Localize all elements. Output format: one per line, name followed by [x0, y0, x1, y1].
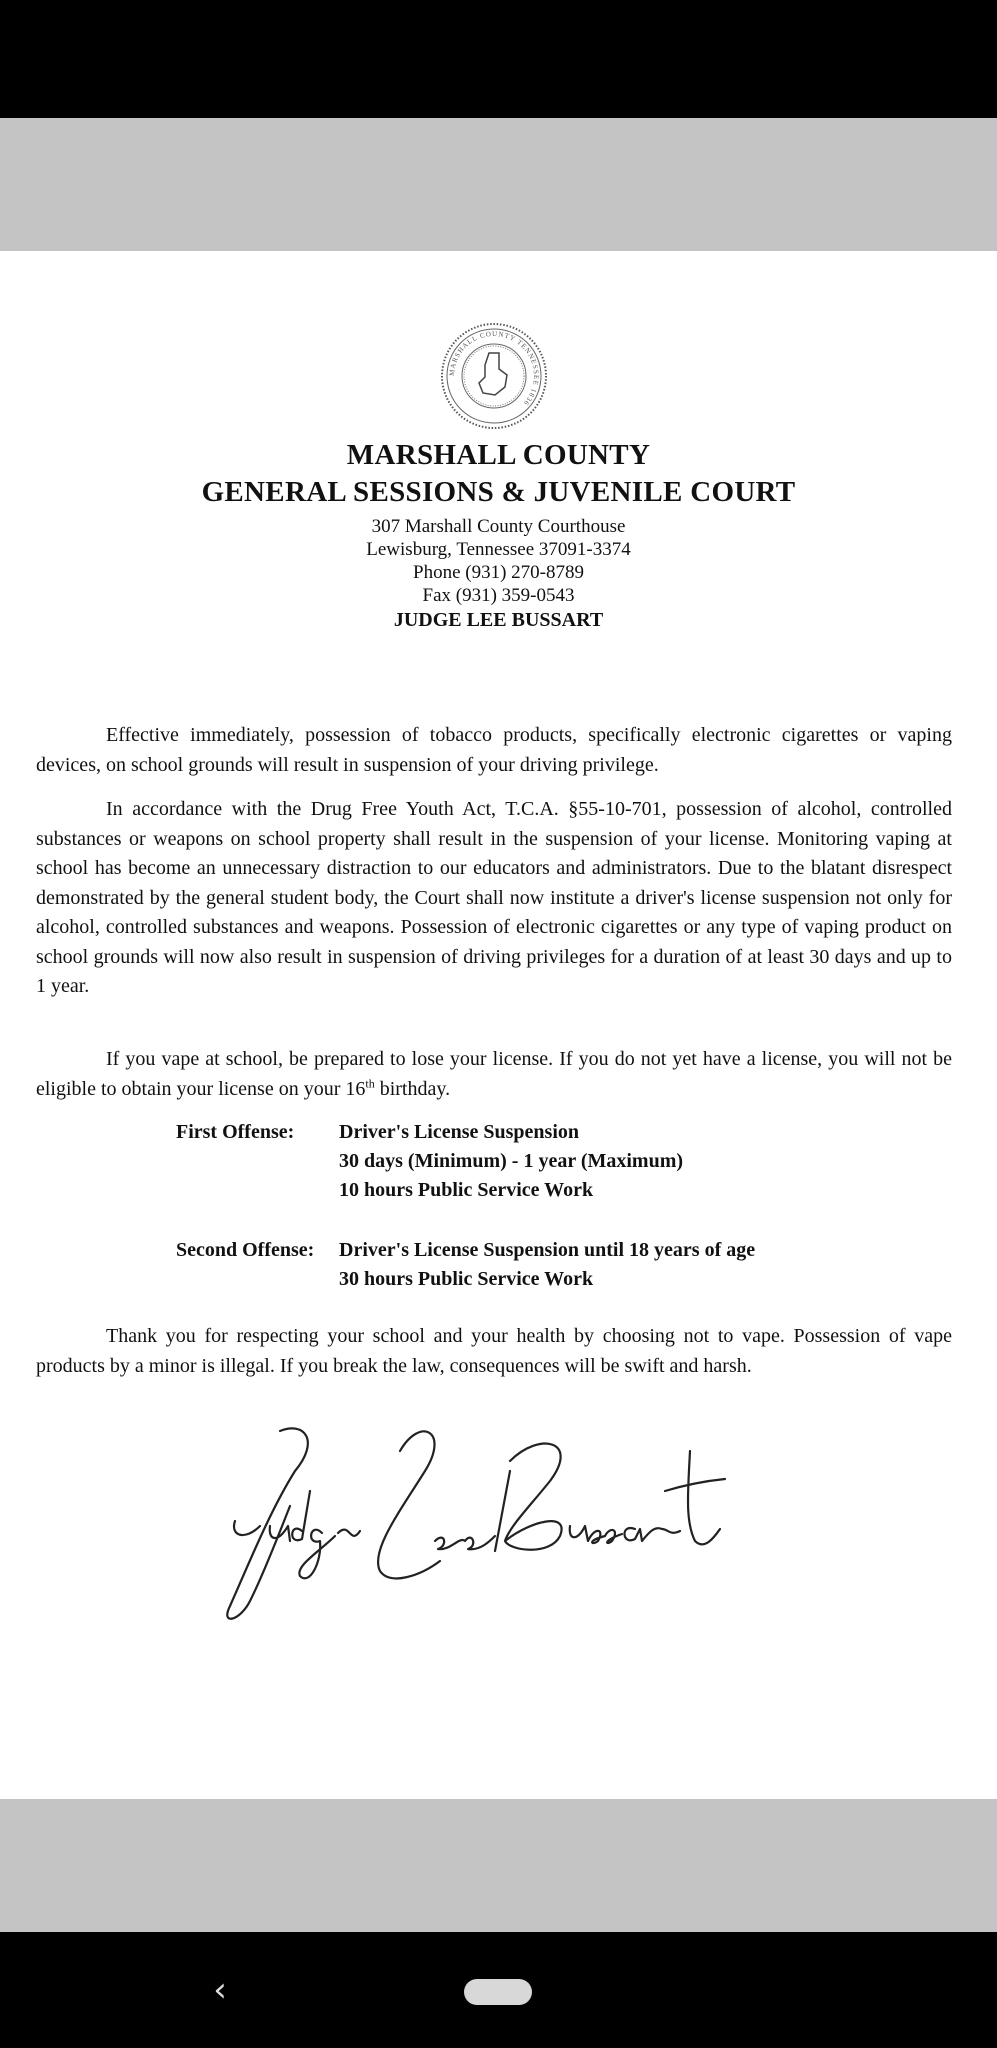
second-offense-line: 30 hours Public Service Work	[339, 1268, 594, 1290]
address-line-1: 307 Marshall County Courthouse	[371, 516, 626, 537]
paragraph-thank-you: Thank you for respecting your school and your health by choosing not to vape. Possession of vape products by a minor is illegal. If you break the law, consequences will be swift and harsh.	[36, 1325, 952, 1377]
court-title: GENERAL SESSIONS & JUVENILE COURT	[201, 476, 796, 508]
county-seal-icon	[439, 321, 549, 431]
chevron-left-icon[interactable]: ‹	[213, 1970, 227, 2010]
judge-name: JUDGE LEE BUSSART	[393, 609, 604, 631]
county-title: MARSHALL COUNTY	[346, 439, 651, 471]
viewer-top-margin	[0, 118, 997, 251]
first-offense-line: 30 days (Minimum) - 1 year (Maximum)	[339, 1150, 684, 1172]
paragraph-vape-warning: If you vape at school, be prepared to lose your license. If you do not yet have a license, you will not be eligible to obtain your license on your 16th birthday.	[36, 1048, 952, 1100]
phone-line: Phone (931) 270-8789	[413, 562, 584, 583]
home-pill-icon[interactable]	[464, 1979, 532, 2005]
address-line-2: Lewisburg, Tennessee 37091-3374	[366, 539, 631, 560]
fax-line: Fax (931) 359-0543	[422, 585, 575, 606]
document-page	[0, 251, 997, 1799]
judge-signature	[210, 1411, 730, 1631]
paragraph-effective: Effective immediately, possession of tobacco products, specifically electronic cigarettes or vaping devices, on school grounds will result in suspension of your driving privilege.	[36, 724, 952, 776]
second-offense-line: Driver's License Suspension until 18 years of age	[339, 1239, 756, 1261]
paragraph-drug-free-act: In accordance with the Drug Free Youth Act, T.C.A. §55-10-701, possession of alcohol, controlled substances or weapons on school property shall result in the suspension of your license. Monitoring vaping at school has become an unnecessary distraction to our educators and administrators. Due to the blatant disrespect demonstrated by the general student body, the Court shall now institute a driver's license suspension not only for alcohol, controlled substances and weapons. Possession of electronic cigarettes or any type of vaping product on school grounds will now also result in suspension of driving privileges for a duration of at least 30 days and up to 1 year.	[36, 798, 952, 997]
seal-ring-text: MARSHALL COUNTY TENNESSEE 1836	[447, 329, 541, 408]
first-offense-line: 10 hours Public Service Work	[339, 1179, 594, 1201]
first-offense-label: First Offense:	[176, 1121, 295, 1143]
second-offense-label: Second Offense:	[176, 1239, 315, 1261]
status-bar	[0, 0, 997, 118]
first-offense-line: Driver's License Suspension	[339, 1121, 580, 1143]
viewer-bottom-margin	[0, 1799, 997, 1932]
